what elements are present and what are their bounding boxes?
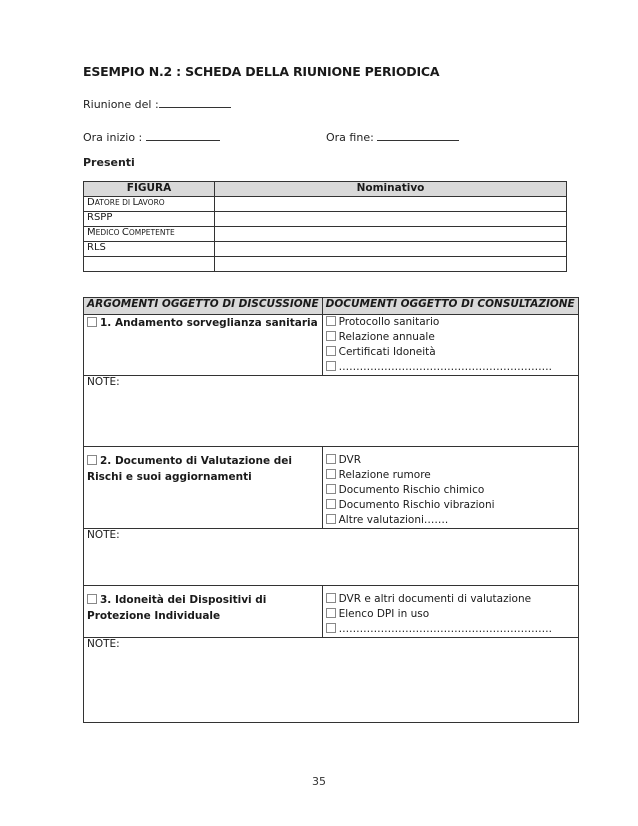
checkbox[interactable] [326,593,336,603]
role-cell: RLS [84,242,215,257]
checkbox[interactable] [326,316,336,326]
document-option: ……………………………………………………. [326,622,575,637]
start-time-blank[interactable] [146,129,220,141]
meeting-date-line [83,96,231,111]
end-time-blank[interactable] [377,129,459,141]
topics-header-row [84,298,579,315]
document-option: Relazione annuale [326,330,575,345]
checkbox[interactable] [87,594,97,604]
document-option: DVR e altri documenti di valutazione [326,592,575,607]
attendees-header-row [84,182,567,197]
topic-row [84,447,579,529]
notes-label: NOTE: [87,529,120,541]
checkbox[interactable] [326,514,336,524]
role-cell: RSPP [84,212,215,227]
document-option: Altre valutazioni……. [326,513,575,528]
topic-row [84,315,579,376]
topic-cell: 3. Idoneità dei Dispositivi di Protezione Individuale [84,586,323,638]
table-row [84,242,567,257]
topic-row [84,586,579,638]
name-cell[interactable] [215,212,567,227]
notes-cell[interactable] [84,638,579,723]
end-time-label: Ora fine: [326,131,374,144]
table-row [84,212,567,227]
start-time-line [83,129,220,144]
name-cell[interactable] [215,197,567,212]
checkbox[interactable] [326,361,336,371]
checkbox[interactable] [87,455,97,465]
end-time-line [326,129,459,144]
document-option: Documento Rischio vibrazioni [326,498,575,513]
checkbox[interactable] [326,454,336,464]
checkbox[interactable] [87,317,97,327]
topic-cell: 1. Andamento sorveglianza sanitaria [84,315,323,376]
document-title: ESEMPIO N.2 : SCHEDA DELLA RIUNIONE PERIODICA [83,64,440,79]
document-option: Documento Rischio chimico [326,483,575,498]
table-row [84,227,567,242]
checkbox[interactable] [326,608,336,618]
checkbox[interactable] [326,499,336,509]
checkbox[interactable] [326,469,336,479]
meeting-date-blank[interactable] [159,96,231,108]
column-header-documents: DOCUMENTI OGGETTO DI CONSULTAZIONE [322,298,578,315]
name-cell[interactable] [215,227,567,242]
checkbox[interactable] [326,331,336,341]
document-option: Protocollo sanitario [326,315,575,330]
documents-cell [322,447,578,529]
topic-cell: 2. Documento di Valutazione dei Rischi e suoi aggiornamenti [84,447,323,529]
name-cell[interactable] [215,257,567,272]
table-row [84,197,567,212]
notes-row [84,638,579,723]
notes-row [84,376,579,447]
notes-cell[interactable] [84,529,579,586]
document-option: Relazione rumore [326,468,575,483]
document-option: ……………………………………………………. [326,360,575,375]
checkbox[interactable] [326,623,336,633]
attendees-table [83,181,567,272]
name-cell[interactable] [215,242,567,257]
documents-cell [322,586,578,638]
document-option: Elenco DPI in uso [326,607,575,622]
notes-label: NOTE: [87,376,120,388]
checkbox[interactable] [326,484,336,494]
present-label: Presenti [83,156,135,169]
role-cell: MEDICO COMPETENTE [84,227,215,242]
column-header-topics: ARGOMENTI OGGETTO DI DISCUSSIONE [84,298,323,315]
notes-label: NOTE: [87,638,120,650]
meeting-date-label: Riunione del : [83,98,159,111]
column-header-figura: FIGURA [84,182,215,197]
topics-table [83,297,579,723]
notes-cell[interactable] [84,376,579,447]
checkbox[interactable] [326,346,336,356]
column-header-nominativo: Nominativo [215,182,567,197]
document-option: DVR [326,453,575,468]
role-cell: DATORE DI LAVORO [84,197,215,212]
table-row [84,257,567,272]
notes-row [84,529,579,586]
document-option: Certificati Idoneità [326,345,575,360]
documents-cell [322,315,578,376]
page-number: 35 [312,775,326,788]
role-cell[interactable] [84,257,215,272]
start-time-label: Ora inizio : [83,131,143,144]
